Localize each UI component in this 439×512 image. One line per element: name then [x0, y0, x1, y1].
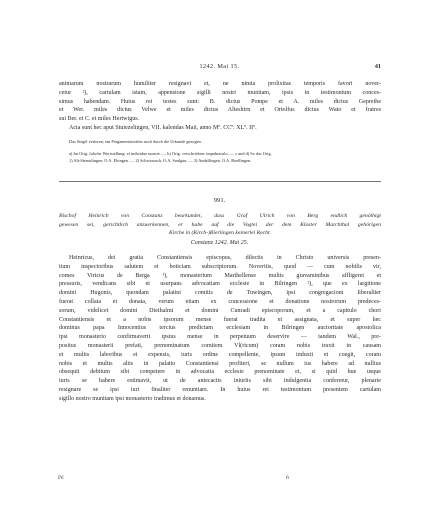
signature-mark: IV. — [58, 475, 65, 481]
text-line: cetur ²), cartulam istam, appensione sigilli nostri munitam, ipsis in testimonium conces- — [59, 89, 381, 96]
text-line: resignare se ipsi iuri finaliter renuntiare. In huius rei testimonium presentem cartulam — [59, 386, 381, 393]
header-date: 1242. Mai 15. — [199, 63, 240, 70]
charter-text — [59, 254, 381, 404]
document-number: 991. — [213, 197, 226, 204]
text-line: tium inspectoribus salutem et boticiam subscriptorum. Noveritis, quod — cum nobilis vir, — [59, 263, 381, 270]
text-line: sui Ber. et C. et miles Hertwigus. — [59, 116, 140, 123]
regest-line: Bischof Heinrich von Constanz beurkundet, dass Graf Ulrich von Berg endlich genöthigt — [59, 213, 381, 219]
regest — [59, 212, 381, 238]
text-line: Constantiensis et a nobis ipsorum mense fuerat tradita et assignata, et super hec — [59, 316, 381, 323]
page-footer — [58, 475, 382, 484]
text-line: comes Viricus de Berga ¹), monasterium Marthellense multis gravaminibus affligeret et — [59, 272, 381, 279]
text-line: et Wer. miles dictus Velwe et miles dictus Alteshirn et Ortolfus dictus Wato et fratres — [59, 107, 381, 114]
dating-line: Constanz 1242. Mai 25. — [190, 240, 249, 246]
text-line: iuris se habere estimavit, ut de antecactis iniuriis sibi indulgentia conferetur, plenarie — [59, 378, 381, 385]
text-line: nobis et multis aliis in palatio Constantiensi profiteri, se nullum ius habere ad nullius — [59, 360, 381, 367]
text-line: sigillo nostro munitam ipsi monasterio tradimus et donamus. — [59, 395, 206, 402]
footnotes — [59, 150, 381, 164]
text-line: positus monasterii prefati, prenominatum comitem Vl(ricum) coram nobis traxit in causam — [59, 342, 381, 349]
text-line: domini Hugonis, quondam palatini comitis de Tuwingen, ipsi congregacioni liberaliter — [59, 290, 381, 297]
text-line: Heinricus, dei gratia Constantiensis episcopus, dilectis in Christo universis presen- — [69, 255, 381, 261]
separator-rule — [59, 181, 381, 182]
text-line: fuerat collata et donata, verum etiam ex concessione et donatione nostrorum predeces- — [59, 298, 381, 305]
regest-line: gewesen sei, gerichtlich anzuerkennen, er habe auf die Vogtei der dem Kloster Marchthal gehörigen — [59, 221, 381, 228]
page-number: 41 — [374, 63, 381, 70]
text-line: ipsi monasterio confirmaverit ipsius mense in perpetuum deservire — tandem Wal., pre- — [59, 334, 381, 341]
sheet-number: 6 — [286, 475, 289, 481]
text-line: animarum nostrarum humiliter resignavi et, ne nimia prolixitas temporis favori nover- — [59, 81, 381, 87]
acta-line: Acta sunt hec aput Stuiezelingen, VII. kalendas Maii, anno Mº. CCº. XLº. IIº. — [69, 124, 257, 131]
running-header — [58, 63, 381, 73]
text-line: dominus papa Innocentius tercius predictam ecclesiam in Bilringen auctoritate apostolica — [59, 325, 381, 332]
regest-line: Kirche in (Kirch-)Bierlingen keinerlei Recht. — [168, 230, 272, 237]
text-line: obsequii debitum sibi competere in advocatia ecclesie prenominate et, si quid hue usque — [59, 369, 381, 376]
text-line: sorum, videlicet domini Diethalmi et domini Cunradi episcoporum, et a capitulo chori — [59, 307, 381, 314]
footnote-line: 1) Alt-Steusslingen, O.A. Ehingen. — 2) Schwarzach, O.A. Saulgau. — 3) Andelfingen, O.A. Riedlingen. — [69, 158, 252, 163]
previous-charter-ending — [59, 80, 381, 133]
text-line: et multis laboribus et expensis, iuris ordine compellente, ipsum induxit et coegit, coram — [59, 351, 381, 358]
seal-note-block — [59, 138, 381, 145]
text-line: pressuris, vendicans sibi et usurpans advocatiam ecclesie in Bilringen ²), que ex largitione — [59, 281, 381, 288]
footnote-line: a) Im Orig. falsche Wortstellung: et individue nuncte. — b) Orig. verschrieben: tinpulnaculo. — c und d) So das Orig. — [69, 151, 272, 156]
text-line: simus habendam. Huius rei testes sunt: B. dictus Pompe et A. miles dictus Geprethe — [59, 98, 381, 105]
seal-note: Das Siegel verloren, ein Pergamentstreifen noch durch die Urkunde gezogen. — [69, 139, 202, 144]
